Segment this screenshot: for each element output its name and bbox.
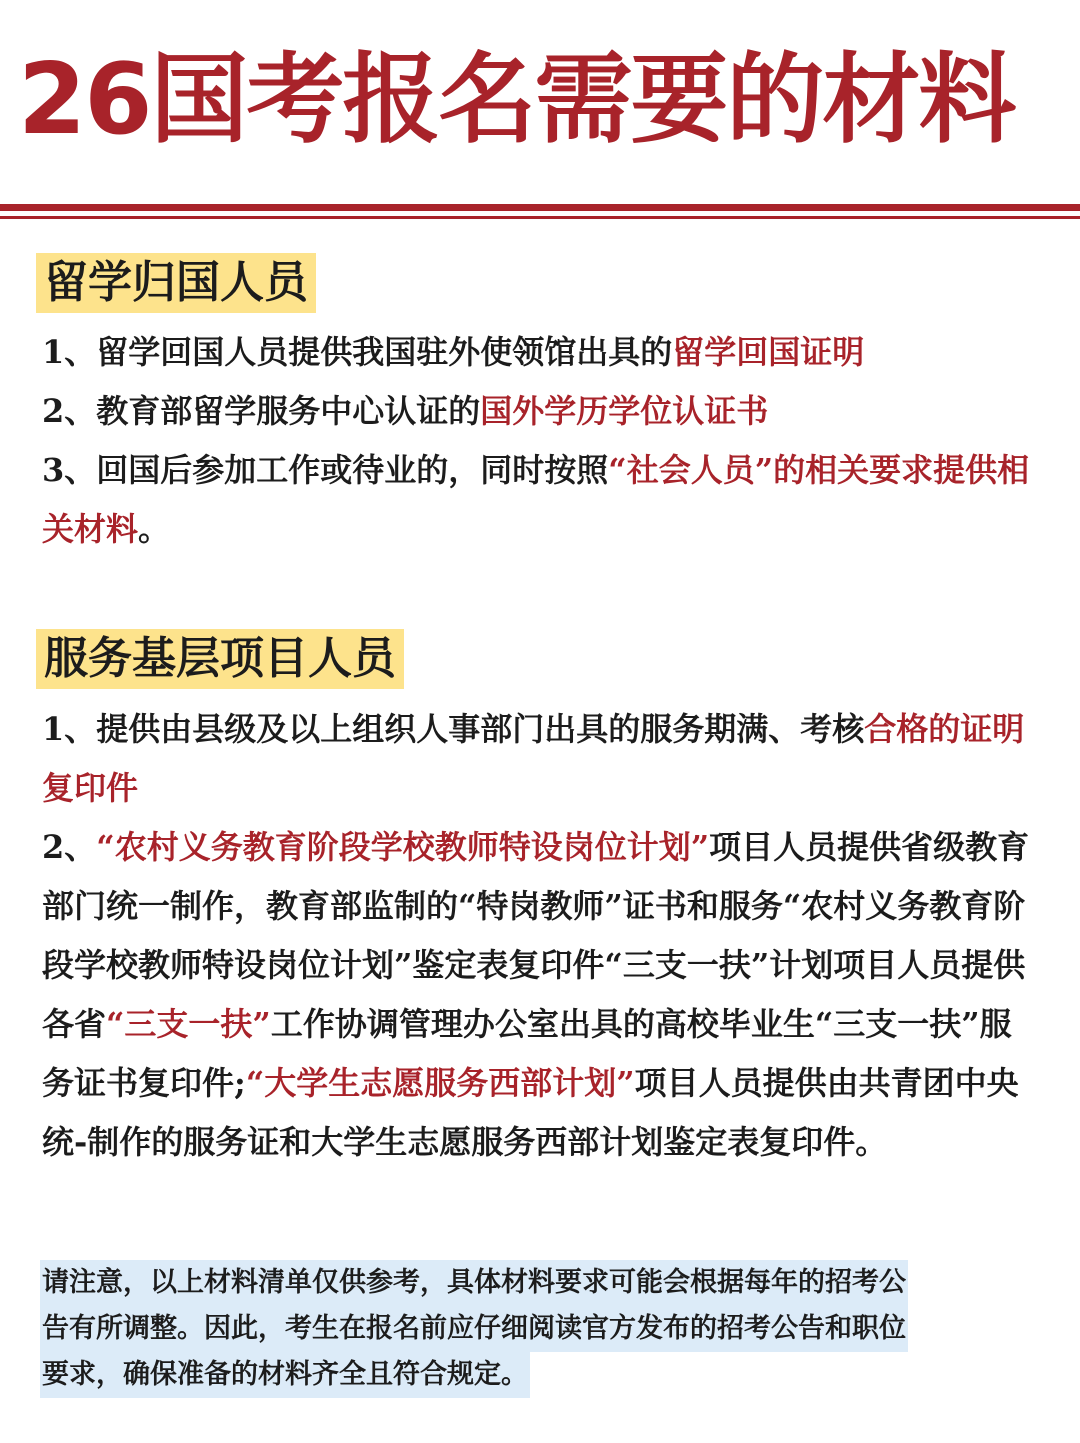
list-item [42, 818, 1042, 1172]
item-text: 工作协调管理办公室出具的高校毕业生“三支一扶”服务证书复印件; [42, 1005, 1012, 1102]
list-item [42, 441, 1042, 559]
item-text: 3、回国后参加工作或待业的，同时按照 [42, 451, 609, 489]
item-text: 项目人员提供由共青团中央统-制作的服务证和大学生志愿服务西部计划鉴定表复印件。 [42, 1064, 1019, 1161]
item-highlight: 合格的证明复印件 [42, 710, 1025, 807]
title-divider-thick [0, 204, 1080, 211]
section-heading-grassroots-service: 服务基层项目人员 [36, 629, 404, 689]
item-text: 2、教育部留学服务中心认证的 [42, 392, 481, 430]
note-line: 请注意，以上材料清单仅供参考，具体材料要求可能会根据每年的招考公 [40, 1260, 908, 1306]
item-text: 1、留学回国人员提供我国驻外使领馆出具的 [42, 333, 673, 371]
item-highlight: “三支一扶” [106, 1005, 271, 1043]
item-highlight: “社会人员”的相关要求提供相关材料 [42, 451, 1030, 548]
list-item [42, 323, 1042, 382]
item-highlight: 留学回国证明 [672, 333, 865, 371]
note-line: 要求，确保准备的材料齐全且符合规定。 [40, 1352, 530, 1398]
item-text: 2、 [42, 828, 97, 866]
list-item [42, 382, 1042, 441]
item-highlight: “农村义务教育阶段学校教师特设岗位计划” [96, 828, 710, 866]
item-text: 。 [138, 510, 171, 548]
item-highlight: 国外学历学位认证书 [480, 392, 769, 430]
title-divider-thin [0, 216, 1080, 219]
item-text: 1、提供由县级及以上组织人事部门出具的服务期满、考核 [42, 710, 865, 748]
note-line: 告有所调整。因此，考生在报名前应仔细阅读官方发布的招考公告和职位 [40, 1306, 908, 1352]
item-highlight: “大学生志愿服务西部计划” [245, 1064, 635, 1102]
list-item [42, 700, 1042, 818]
section-heading-overseas-returnees: 留学归国人员 [36, 253, 316, 313]
item-text: 项目人员提供省级教育部门统一制作，教育部监制的“特岗教师”证书和服务“农村义务教育阶段学校教师特设岗位计划”鉴定表复印件“三支一扶”计划项目人员提供各省 [42, 828, 1030, 1043]
disclaimer-note [40, 1260, 1042, 1398]
page-title: 26国考报名需要的材料 [18, 43, 1015, 157]
